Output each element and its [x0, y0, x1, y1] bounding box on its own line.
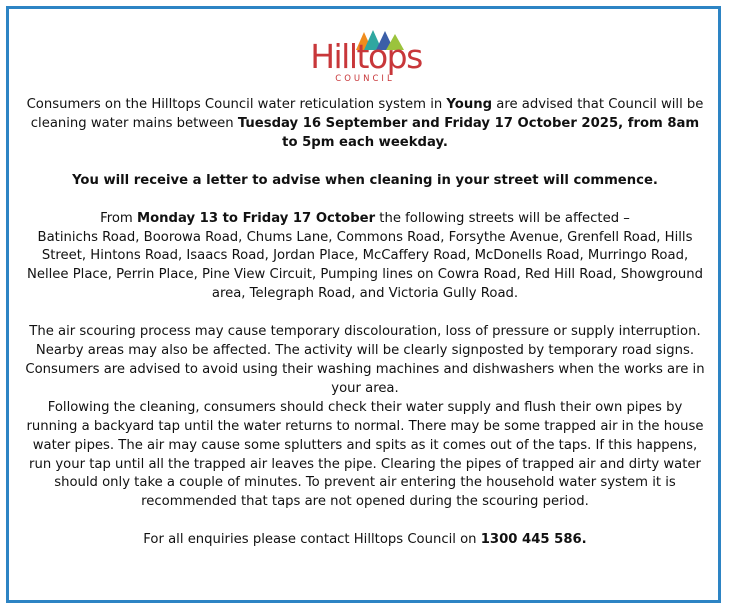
streets-heading: From Monday 13 to Friday 17 October the following streets will be affected –: [100, 210, 630, 226]
streets-dates: Monday 13 to Friday 17 October: [136, 210, 376, 226]
phone-number: 1300 445 586.: [480, 532, 587, 548]
letter-notice: You will receive a letter to advise when cleaning in your street will commence.: [72, 172, 658, 188]
intro-paragraph: Consumers on the Hilltops Council water reticulation system in Young are advised that Council will be cleaning water mains between Tuesday 16 September and Friday 17 October 2025, from 8am to 5pm each weekday.: [26, 97, 704, 150]
logo-subtitle: COUNCIL: [335, 74, 395, 84]
following-paragraph: Following the cleaning, consumers should check their water supply and flush their own pipes by running a backyard tap until the water returns to normal. There may be some trapped air in the house water pipes. The air may cause some splutters and spits as it comes out of the taps. If this happens, run your tap until all the trapped air leaves the pipe. Clearing the pipes of trapped air and dirty water should only take a couple of minutes. To prevent air entering the household water system it is recommended that taps are not opened during the scouring period.: [26, 399, 704, 510]
notice-body: [22, 96, 708, 550]
streets-list: Batinichs Road, Boorowa Road, Chums Lane, Commons Road, Forsythe Avenue, Grenfell Road, Hills Street, Hintons Road, Isaacs Road, Jordan Place, McCaffery Road, McDonells Road, Murringo Road, Nellee Place, Perrin Place, Pine View Circuit, Pumping lines on Cowra Road, Red Hill Road, Showground area, Telegraph Road, and Victoria Gully Road.: [27, 229, 703, 302]
air-scouring-paragraph: The air scouring process may cause temporary discolouration, loss of pressure or supply interruption. Nearby areas may also be affected. The activity will be clearly signposted by temporary road signs. Consumers are advised to avoid using their washing machines and dishwashers when the works are in your area.: [25, 324, 705, 396]
logo-wordmark: Hilltops: [310, 37, 422, 76]
works-period: Tuesday 16 September and Friday 17 October 2025, from 8am to 5pm each weekday.: [237, 115, 700, 150]
contact-line: For all enquiries please contact Hilltops Council on 1300 445 586.: [143, 532, 587, 548]
town-name: Young: [446, 97, 493, 112]
hilltops-logo: [298, 26, 432, 84]
